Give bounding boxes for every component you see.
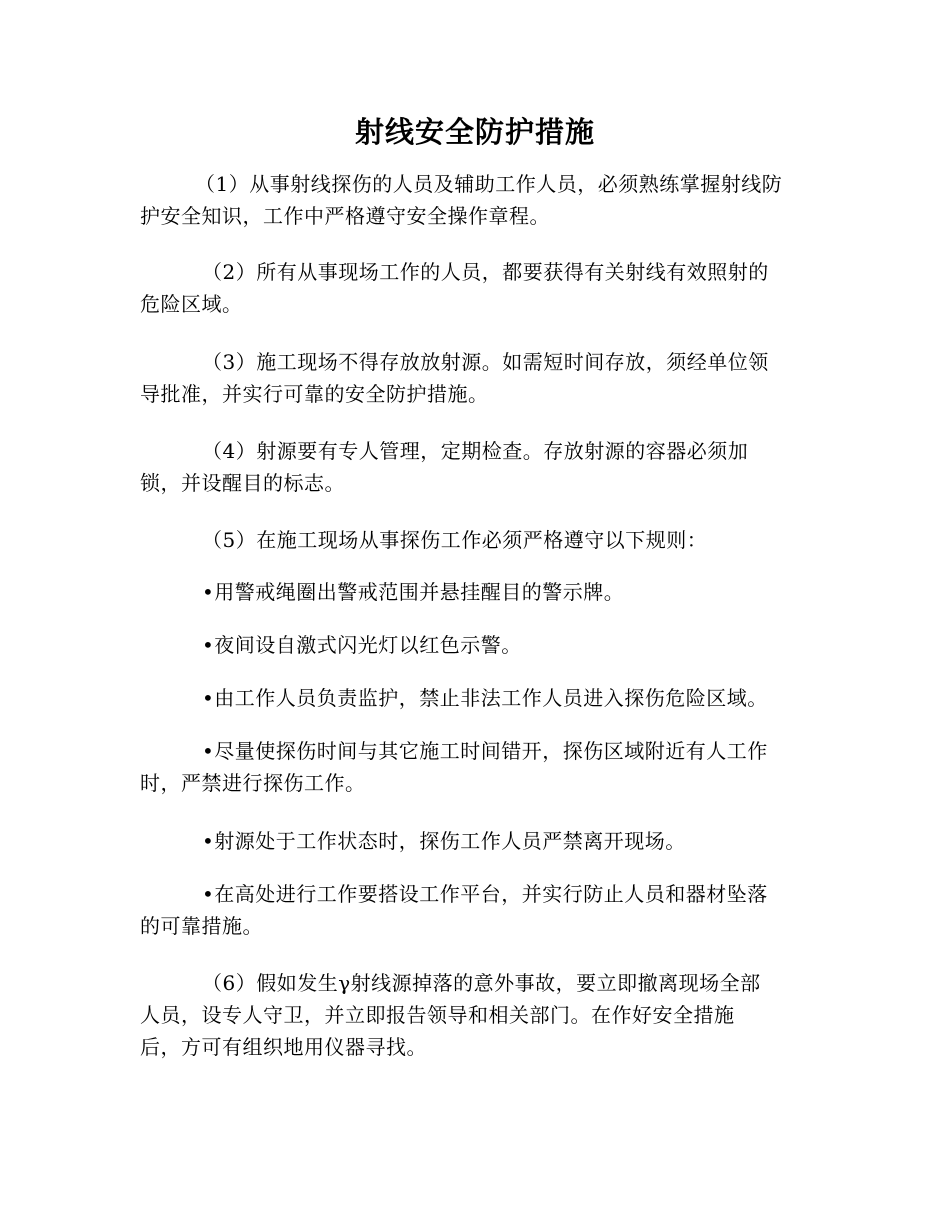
- paragraph-6: [140, 967, 810, 1063]
- bullet-item: [140, 682, 810, 714]
- bullet-item: [140, 825, 810, 857]
- paragraph-line: 人员，设专人守卫，并立即报告领导和相关部门。在作好安全措施: [140, 1003, 735, 1027]
- paragraph-2: [140, 256, 810, 320]
- paragraph-line: （5）在施工现场从事探伤工作必须严格遵守以下规则：: [202, 528, 708, 552]
- paragraph-line: •尽量使探伤时间与其它施工时间错开，探伤区域附近有人工作: [202, 739, 768, 763]
- bullet-item: [140, 629, 810, 661]
- paragraph-5: [140, 524, 810, 556]
- paragraph-line: •在高处进行工作要搭设工作平台，并实行防止人员和器材坠落: [202, 882, 768, 906]
- paragraph-3: [140, 346, 810, 410]
- paragraph-line: （3）施工现场不得存放放射源。如需短时间存放，须经单位领: [202, 350, 769, 374]
- bullet-item: [140, 735, 810, 799]
- bullet-item: [140, 576, 810, 608]
- paragraph-line: •用警戒绳圈出警戒范围并悬挂醒目的警示牌。: [202, 580, 625, 604]
- paragraph-line: 护安全知识，工作中严格遵守安全操作章程。: [140, 204, 550, 228]
- bullet-item: [140, 878, 810, 942]
- paragraph-line: （1）从事射线探伤的人员及辅助工作人员，必须熟练掌握射线防: [195, 172, 783, 196]
- paragraph-line: •夜间设自激式闪光灯以红色示警。: [202, 633, 522, 657]
- paragraph-line: 时，严禁进行探伤工作。: [140, 771, 366, 795]
- paragraph-line: 后，方可有组织地用仪器寻找。: [140, 1035, 427, 1059]
- paragraph-line: 的可靠措施。: [140, 914, 263, 938]
- paragraph-line: （2）所有从事现场工作的人员，都要获得有关射线有效照射的: [202, 260, 769, 284]
- paragraph-line: 锁，并设醒目的标志。: [140, 471, 345, 495]
- paragraph-line: 导批准，并实行可靠的安全防护措施。: [140, 382, 489, 406]
- paragraph-line: （6）假如发生γ射线源掉落的意外事故，要立即撤离现场全部: [202, 971, 761, 995]
- document-title: 射线安全防护措施: [354, 115, 595, 149]
- paragraph-line: •由工作人员负责监护，禁止非法工作人员进入探伤危险区域。: [202, 686, 768, 710]
- paragraph-line: •射源处于工作状态时，探伤工作人员严禁离开现场。: [202, 829, 686, 853]
- paragraph-1: [140, 168, 810, 232]
- paragraph-4: [140, 435, 810, 499]
- paragraph-line: 危险区域。: [140, 292, 243, 316]
- paragraph-line: （4）射源要有专人管理，定期检查。存放射源的容器必须加: [202, 439, 749, 463]
